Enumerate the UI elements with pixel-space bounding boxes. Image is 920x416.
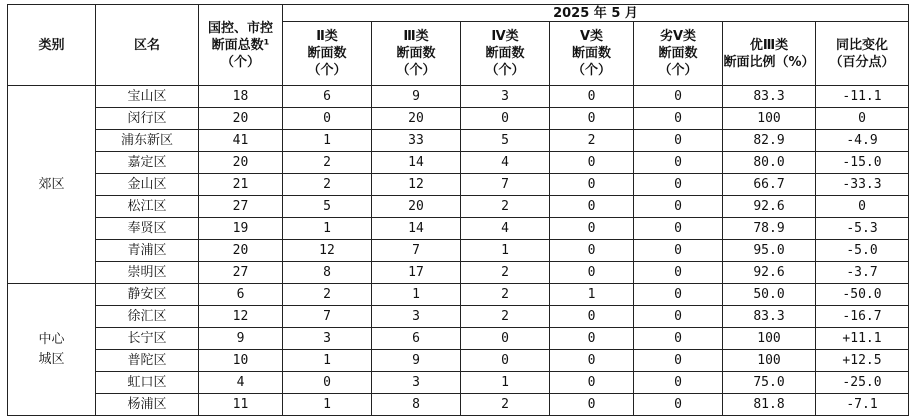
total-cell: 4 xyxy=(199,372,283,394)
class-iii-cell: 17 xyxy=(372,262,461,284)
yoy-cell: 0 xyxy=(816,196,909,218)
header-period: 2025 年 5 月 xyxy=(283,5,909,22)
class-v-cell: 0 xyxy=(550,240,634,262)
worse-v-cell: 0 xyxy=(634,130,723,152)
table-header xyxy=(8,5,909,86)
worse-v-cell: 0 xyxy=(634,262,723,284)
table-row xyxy=(8,218,909,240)
table-row xyxy=(8,394,909,416)
table-row xyxy=(8,240,909,262)
worse-v-cell: 0 xyxy=(634,108,723,130)
ratio-cell: 100 xyxy=(723,108,816,130)
class-v-cell: 0 xyxy=(550,174,634,196)
class-v-cell: 1 xyxy=(550,284,634,306)
class-ii-cell: 0 xyxy=(283,372,372,394)
district-cell: 浦东新区 xyxy=(96,130,199,152)
yoy-cell: -50.0 xyxy=(816,284,909,306)
worse-v-cell: 0 xyxy=(634,196,723,218)
class-iii-cell: 12 xyxy=(372,174,461,196)
ratio-cell: 81.8 xyxy=(723,394,816,416)
yoy-cell: -5.3 xyxy=(816,218,909,240)
class-iv-cell: 0 xyxy=(461,350,550,372)
class-iv-cell: 2 xyxy=(461,394,550,416)
class-iv-cell: 0 xyxy=(461,328,550,350)
district-cell: 长宁区 xyxy=(96,328,199,350)
table-row xyxy=(8,108,909,130)
class-v-cell: 0 xyxy=(550,152,634,174)
class-v-cell: 0 xyxy=(550,108,634,130)
class-iv-cell: 4 xyxy=(461,152,550,174)
ratio-cell: 92.6 xyxy=(723,262,816,284)
ratio-cell: 100 xyxy=(723,350,816,372)
total-cell: 9 xyxy=(199,328,283,350)
worse-v-cell: 0 xyxy=(634,394,723,416)
yoy-cell: -3.7 xyxy=(816,262,909,284)
total-cell: 12 xyxy=(199,306,283,328)
header-category: 类别 xyxy=(8,5,96,86)
worse-v-cell: 0 xyxy=(634,152,723,174)
district-cell: 杨浦区 xyxy=(96,394,199,416)
class-iii-cell: 1 xyxy=(372,284,461,306)
class-v-cell: 0 xyxy=(550,86,634,108)
class-ii-cell: 1 xyxy=(283,130,372,152)
worse-v-cell: 0 xyxy=(634,240,723,262)
class-v-cell: 0 xyxy=(550,262,634,284)
water-quality-table xyxy=(7,4,909,416)
district-cell: 普陀区 xyxy=(96,350,199,372)
district-cell: 虹口区 xyxy=(96,372,199,394)
worse-v-cell: 0 xyxy=(634,306,723,328)
district-cell: 闵行区 xyxy=(96,108,199,130)
class-iv-cell: 2 xyxy=(461,306,550,328)
worse-v-cell: 0 xyxy=(634,174,723,196)
ratio-cell: 75.0 xyxy=(723,372,816,394)
yoy-cell: -25.0 xyxy=(816,372,909,394)
table-row xyxy=(8,152,909,174)
class-iii-cell: 6 xyxy=(372,328,461,350)
district-cell: 崇明区 xyxy=(96,262,199,284)
header-class-iii: Ⅲ类 断面数 （个） xyxy=(372,22,461,86)
class-ii-cell: 6 xyxy=(283,86,372,108)
class-ii-cell: 2 xyxy=(283,152,372,174)
class-v-cell: 0 xyxy=(550,306,634,328)
yoy-cell: +12.5 xyxy=(816,350,909,372)
total-cell: 20 xyxy=(199,108,283,130)
class-iii-cell: 8 xyxy=(372,394,461,416)
district-cell: 徐汇区 xyxy=(96,306,199,328)
class-ii-cell: 3 xyxy=(283,328,372,350)
yoy-cell: -15.0 xyxy=(816,152,909,174)
yoy-cell: -4.9 xyxy=(816,130,909,152)
yoy-cell: -33.3 xyxy=(816,174,909,196)
ratio-cell: 78.9 xyxy=(723,218,816,240)
ratio-cell: 50.0 xyxy=(723,284,816,306)
table-row xyxy=(8,262,909,284)
table-row xyxy=(8,350,909,372)
class-iv-cell: 4 xyxy=(461,218,550,240)
class-iii-cell: 9 xyxy=(372,350,461,372)
class-v-cell: 0 xyxy=(550,394,634,416)
worse-v-cell: 0 xyxy=(634,218,723,240)
class-ii-cell: 8 xyxy=(283,262,372,284)
class-iii-cell: 14 xyxy=(372,218,461,240)
class-v-cell: 2 xyxy=(550,130,634,152)
total-cell: 21 xyxy=(199,174,283,196)
worse-v-cell: 0 xyxy=(634,86,723,108)
yoy-cell: +11.1 xyxy=(816,328,909,350)
worse-v-cell: 0 xyxy=(634,328,723,350)
class-iii-cell: 3 xyxy=(372,306,461,328)
header-district: 区名 xyxy=(96,5,199,86)
ratio-cell: 82.9 xyxy=(723,130,816,152)
ratio-cell: 95.0 xyxy=(723,240,816,262)
worse-v-cell: 0 xyxy=(634,284,723,306)
class-v-cell: 0 xyxy=(550,328,634,350)
yoy-cell: 0 xyxy=(816,108,909,130)
class-iv-cell: 3 xyxy=(461,86,550,108)
class-ii-cell: 2 xyxy=(283,174,372,196)
table-row xyxy=(8,372,909,394)
class-v-cell: 0 xyxy=(550,372,634,394)
header-yoy: 同比变化 （百分点） xyxy=(816,22,909,86)
district-cell: 奉贤区 xyxy=(96,218,199,240)
category-cell: 郊区 xyxy=(8,86,96,284)
worse-v-cell: 0 xyxy=(634,372,723,394)
yoy-cell: -7.1 xyxy=(816,394,909,416)
header-ratio: 优Ⅲ类 断面比例（%） xyxy=(723,22,816,86)
class-ii-cell: 1 xyxy=(283,350,372,372)
ratio-cell: 80.0 xyxy=(723,152,816,174)
class-iv-cell: 5 xyxy=(461,130,550,152)
class-iii-cell: 33 xyxy=(372,130,461,152)
yoy-cell: -11.1 xyxy=(816,86,909,108)
class-iii-cell: 3 xyxy=(372,372,461,394)
class-ii-cell: 7 xyxy=(283,306,372,328)
total-cell: 27 xyxy=(199,262,283,284)
class-iv-cell: 1 xyxy=(461,240,550,262)
header-class-ii: Ⅱ类 断面数 （个） xyxy=(283,22,372,86)
class-ii-cell: 2 xyxy=(283,284,372,306)
water-quality-table-container xyxy=(7,4,909,416)
total-cell: 27 xyxy=(199,196,283,218)
ratio-cell: 100 xyxy=(723,328,816,350)
district-cell: 嘉定区 xyxy=(96,152,199,174)
header-class-iv: Ⅳ类 断面数 （个） xyxy=(461,22,550,86)
ratio-cell: 83.3 xyxy=(723,86,816,108)
district-cell: 金山区 xyxy=(96,174,199,196)
class-iv-cell: 2 xyxy=(461,284,550,306)
ratio-cell: 92.6 xyxy=(723,196,816,218)
header-worse-v: 劣Ⅴ类 断面数 （个） xyxy=(634,22,723,86)
class-iii-cell: 7 xyxy=(372,240,461,262)
district-cell: 静安区 xyxy=(96,284,199,306)
total-cell: 20 xyxy=(199,152,283,174)
district-cell: 青浦区 xyxy=(96,240,199,262)
class-iv-cell: 1 xyxy=(461,372,550,394)
yoy-cell: -16.7 xyxy=(816,306,909,328)
class-ii-cell: 0 xyxy=(283,108,372,130)
district-cell: 宝山区 xyxy=(96,86,199,108)
table-body xyxy=(8,86,909,416)
total-cell: 6 xyxy=(199,284,283,306)
class-iii-cell: 20 xyxy=(372,196,461,218)
yoy-cell: -5.0 xyxy=(816,240,909,262)
table-row xyxy=(8,130,909,152)
class-iii-cell: 14 xyxy=(372,152,461,174)
table-row xyxy=(8,284,909,306)
class-iv-cell: 2 xyxy=(461,196,550,218)
class-v-cell: 0 xyxy=(550,218,634,240)
district-cell: 松江区 xyxy=(96,196,199,218)
class-iii-cell: 20 xyxy=(372,108,461,130)
total-cell: 20 xyxy=(199,240,283,262)
class-v-cell: 0 xyxy=(550,196,634,218)
class-ii-cell: 1 xyxy=(283,394,372,416)
total-cell: 11 xyxy=(199,394,283,416)
table-row xyxy=(8,196,909,218)
table-row xyxy=(8,86,909,108)
class-ii-cell: 5 xyxy=(283,196,372,218)
total-cell: 10 xyxy=(199,350,283,372)
table-row xyxy=(8,174,909,196)
total-cell: 19 xyxy=(199,218,283,240)
worse-v-cell: 0 xyxy=(634,350,723,372)
ratio-cell: 66.7 xyxy=(723,174,816,196)
total-cell: 41 xyxy=(199,130,283,152)
total-cell: 18 xyxy=(199,86,283,108)
table-row xyxy=(8,328,909,350)
class-iii-cell: 9 xyxy=(372,86,461,108)
class-iv-cell: 2 xyxy=(461,262,550,284)
category-cell: 中心 城区 xyxy=(8,284,96,416)
class-v-cell: 0 xyxy=(550,350,634,372)
table-row xyxy=(8,306,909,328)
header-total-sections: 国控、市控 断面总数¹ （个） xyxy=(199,5,283,86)
class-ii-cell: 12 xyxy=(283,240,372,262)
class-ii-cell: 1 xyxy=(283,218,372,240)
class-iv-cell: 7 xyxy=(461,174,550,196)
header-class-v: Ⅴ类 断面数 （个） xyxy=(550,22,634,86)
class-iv-cell: 0 xyxy=(461,108,550,130)
ratio-cell: 83.3 xyxy=(723,306,816,328)
